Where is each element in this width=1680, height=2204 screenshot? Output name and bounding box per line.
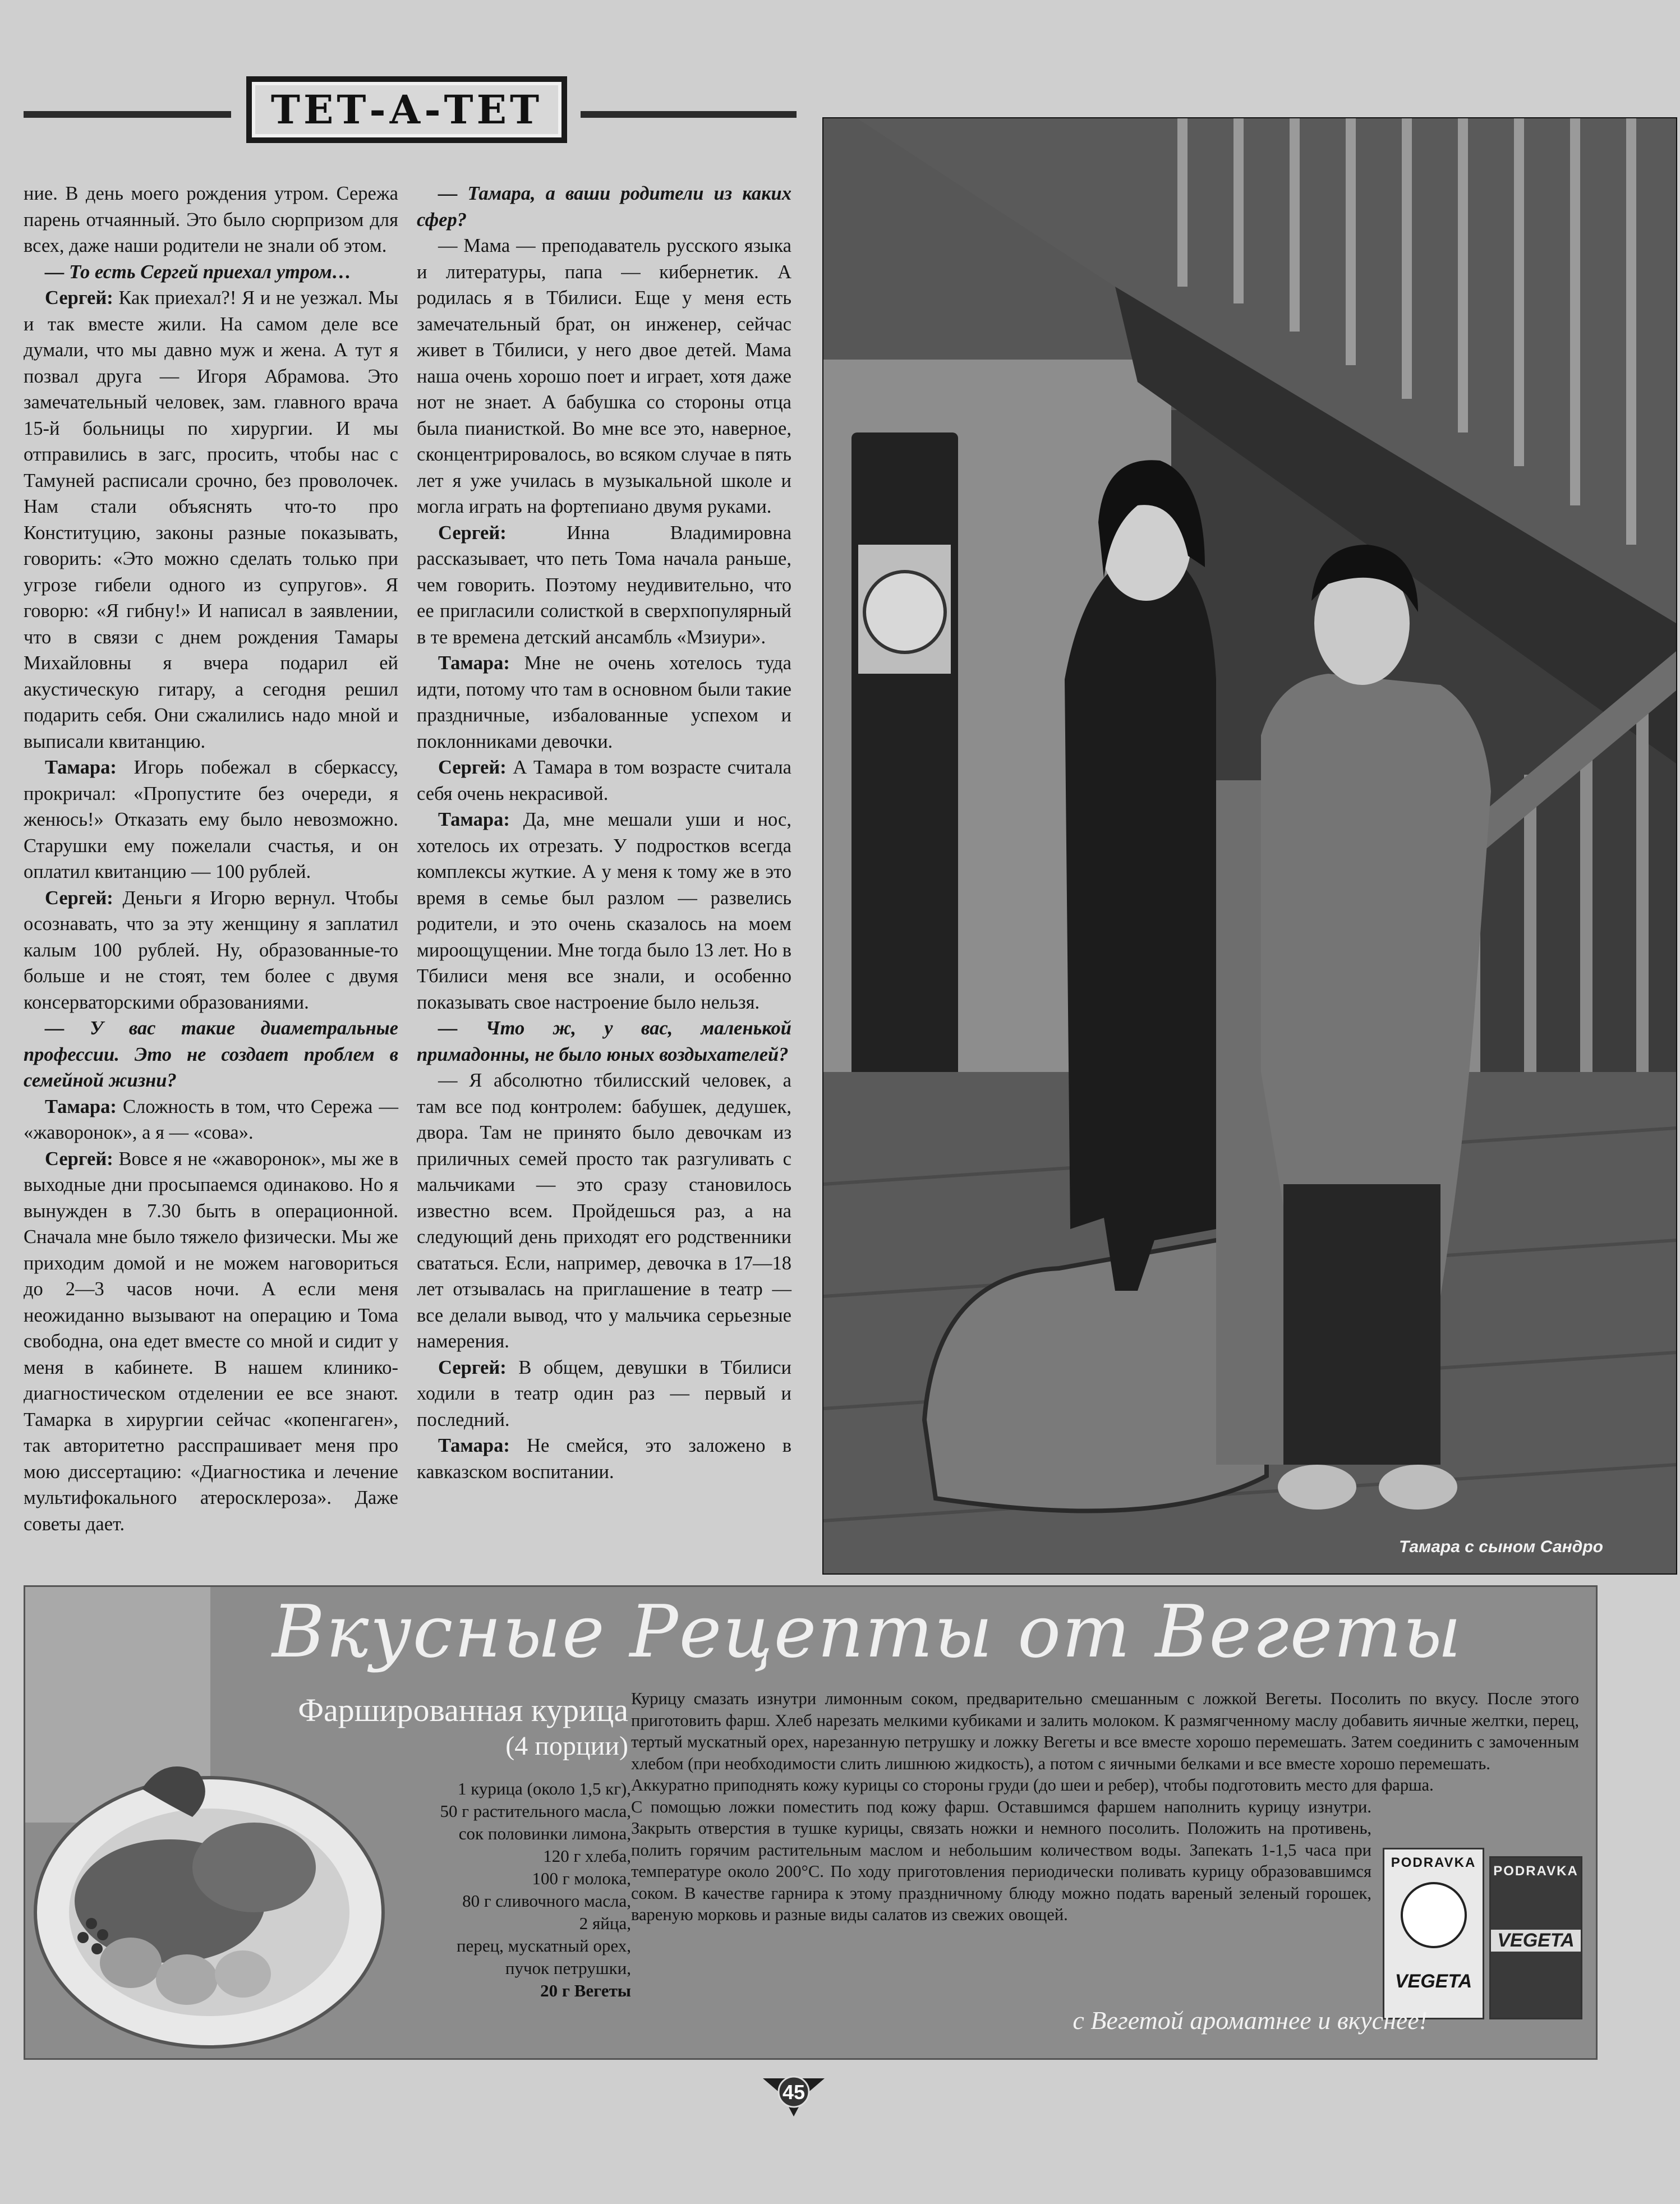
speaker-name: Тамара: bbox=[438, 1435, 510, 1456]
article-column-2 bbox=[417, 181, 791, 1485]
answer-text: А Тамара в том возрасте считала себя очень некрасивой. bbox=[417, 757, 791, 804]
ingredient-item: 120 г хлеба, bbox=[543, 1846, 631, 1866]
speaker-name: Сергей: bbox=[438, 522, 507, 544]
header-rule-left bbox=[24, 111, 231, 118]
answer-text: Игорь побежал в сберкассу, прокричал: «Пропустите без очереди, я женюсь!» Отказать ему было невозможно. Старушки ему пожелали счастья, и он оплатил квитанцию — 100 рублей. bbox=[24, 757, 398, 882]
pack-product: VEGETA bbox=[1394, 1971, 1472, 1992]
interview-answer bbox=[24, 1146, 398, 1538]
ingredient-item: 1 курица (около 1,5 кг), bbox=[457, 1779, 631, 1798]
ingredient-item: перец, мускатный орех, bbox=[456, 1936, 631, 1955]
interview-answer bbox=[417, 1355, 791, 1433]
instruction-paragraph: С помощью ложки поместить под кожу фарш. Оставшимся фаршем наполнить курицу изнутри. Закрыть отверстия в тушке курицы, связать ножки и немного посолить. Положить на противень, полить горячим растительным маслом и небольшим количеством воды. Запекать 1-1,5 часа при температуре около 200°С. По ходу приготовления периодически поливать курицу образовавшимся соком. В качестве гарнира к этому праздничному блюду можно подать вареный зеленый горошек, вареную морковь и разные виды салатов из свежих овощей. bbox=[631, 1797, 1371, 1924]
header-rule-right bbox=[581, 111, 797, 118]
article-paragraph: ние. В день моего рождения утром. Сережа парень отчаянный. Это было сюрпризом для всех, даже наши родители не знали об этом. bbox=[24, 183, 398, 256]
interview-question: — Что ж, у вас, маленькой примадонны, не было юных воздыхателей? bbox=[417, 1018, 791, 1065]
chef-logo-icon bbox=[1401, 1882, 1467, 1948]
ingredient-item: пучок петрушки, bbox=[505, 1958, 631, 1978]
speaker-name: Сергей: bbox=[45, 1148, 113, 1170]
answer-text: Мне не очень хотелось туда идти, потому что там в основном были такие праздничные, избалованные успехом и поклонниками девочки. bbox=[417, 652, 791, 752]
ingredient-item: 100 г молока, bbox=[532, 1869, 631, 1888]
ingredients-list bbox=[339, 1778, 631, 2002]
interview-answer bbox=[417, 650, 791, 754]
ad-slogan: с Вегетой ароматнее и вкуснее! bbox=[1073, 2006, 1428, 2035]
photo-caption: Тамара с сыном Сандро bbox=[1399, 1538, 1603, 1556]
instruction-paragraph: Аккуратно приподнять кожу курицы со стороны груди (до шеи и ребер), чтобы подготовить место для фарша. bbox=[631, 1775, 1434, 1795]
speaker-name: Сергей: bbox=[45, 287, 113, 309]
speaker-name: Тамара: bbox=[45, 1096, 117, 1117]
interview-answer bbox=[24, 1094, 398, 1146]
portions: (4 порции) bbox=[505, 1731, 628, 1761]
section-rubric bbox=[238, 67, 575, 151]
speaker-name: Сергей: bbox=[45, 887, 113, 909]
ingredient-item: 2 яйца, bbox=[579, 1913, 631, 1933]
interview-answer bbox=[417, 1433, 791, 1485]
vegeta-recipe-ad bbox=[24, 1585, 1598, 2060]
page-number: 45 bbox=[782, 2081, 806, 2104]
photo-illustration bbox=[823, 118, 1676, 1573]
speaker-name: Тамара: bbox=[438, 652, 510, 674]
pack-brand: PODRAVKA bbox=[1493, 1863, 1578, 1879]
ingredient-item: 20 г Вегеты bbox=[540, 1981, 631, 2000]
interview-answer bbox=[417, 520, 791, 651]
rubric-label: ТЕТ-А-ТЕТ bbox=[246, 76, 567, 143]
interview-answer bbox=[24, 285, 398, 754]
ingredient-item: 50 г растительного масла, bbox=[440, 1801, 631, 1821]
page-number-badge bbox=[763, 2073, 825, 2118]
dish-name: Фаршированная курица bbox=[298, 1692, 628, 1728]
speaker-name: Тамара: bbox=[45, 757, 117, 778]
speaker-name: Сергей: bbox=[438, 1356, 507, 1378]
answer-text: Как приехал?! Я и не уезжал. Мы и так вместе жили. На самом деле все думали, что мы давно муж и жена. А тут я позвал друга — Игоря Абрамова. Это замечательный человек, зам. главного врача 15-й больницы по хирургии. И мы отправились в загс, просить, чтобы нас с Тамуней расписали срочно, без проволочек. Нам стали объяснять что-то про Конституцию, законы разные показывать, говорить: «Это можно сделать только при угрозе гибели одного из супругов». Я говорю: «Я гибну!» И написал в заявлении, что в связи с днем рождения Тамары Михайловны я вчера подарил ей акустическую гитару, а сегодня решил подарить себя. Они сжалились надо мной и выписали квитанцию. bbox=[24, 287, 398, 752]
vegeta-pack-bag bbox=[1489, 1856, 1582, 2019]
ad-title: Вкусные Рецепты от Вегеты bbox=[272, 1590, 1463, 1674]
article-paragraph: — Мама — преподаватель русского языка и литературы, папа — кибернетик. А родилась я в Тбилиси. Еще у меня есть замечательный брат, он инженер, сейчас живет в Тбилиси, у него двое детей. Мама наша очень хорошо поет и играет, хотя даже нот не знает. А бабушка со стороны отца была пианисткой. Во мне все это, наверное, сконцентрировалось, во всяком случае в пять лет я уже училась в музыкальной школе и могла играть на фортепиано двумя руками. bbox=[417, 235, 791, 517]
vegeta-pack-front bbox=[1383, 1848, 1484, 2019]
interview-answer bbox=[24, 885, 398, 1016]
speaker-name: Сергей: bbox=[438, 757, 507, 778]
ingredient-item: сок половинки лимона, bbox=[458, 1824, 631, 1843]
interview-answer bbox=[417, 807, 791, 1015]
stuffed-chicken-plate-image bbox=[30, 1738, 389, 2053]
ingredient-item: 80 г сливочного масла, bbox=[462, 1891, 631, 1911]
interview-question: — То есть Сергей приехал утром… bbox=[45, 261, 352, 283]
interview-answer bbox=[24, 754, 398, 885]
article-column-1 bbox=[24, 181, 398, 1537]
speaker-name: Тамара: bbox=[438, 809, 510, 830]
answer-text: Инна Владимировна рассказывает, что петь Тома начала раньше, чем говорить. Поэтому неудивительно, что ее пригласили солисткой в сверхпопулярный в те времена детский ансамбль «Мзиури». bbox=[417, 522, 791, 648]
article-paragraph: — Я абсолютно тбилисский человек, а там все под контролем: бабушек, дедушек, двора. Там не принято было девочкам из приличных семей просто так разгуливать с мальчиками — это сразу становилось известно всем. Пройдешься раз, а на следующий день приходят его родственники свататься. Если, например, девочка в 17—18 лет отзывалась на приглашение в театр — все делали вывод, что у мальчика серьезные намерения. bbox=[417, 1070, 791, 1352]
interview-question: — У вас такие диаметральные профессии. Это не создает проблем в семейной жизни? bbox=[24, 1018, 398, 1091]
answer-text: Не смейся, это заложено в кавказском воспитании. bbox=[417, 1435, 791, 1483]
interview-answer bbox=[417, 754, 791, 807]
answer-text: Да, мне мешали уши и нос, хотелось их отрезать. У подростков всегда комплексы жуткие. А у меня к тому же в это время в семье был разлом — развелись родители, и это очень сказалось на моем мироощущении. Мне тогда было 13 лет. Но в Тбилиси меня все знали, и особенно показывать свое настроение было нельзя. bbox=[417, 809, 791, 1013]
interview-question: — Тамара, а ваши родители из каких сфер? bbox=[417, 183, 791, 231]
pack-brand: PODRAVKA bbox=[1391, 1855, 1476, 1870]
pack-product: VEGETA bbox=[1491, 1930, 1581, 1952]
photo-tamara-and-sandro bbox=[822, 117, 1677, 1575]
answer-text: Вовсе я не «жаворонок», мы же в выходные дни просыпаемся одинаково. Но я вынужден в 7.30 быть в операционной. Сначала мне было тяжело физически. Мы же приходим домой и не можем наговориться до 2—3 часов ночи. А если меня неожиданно вызывают на операцию и Тома свободна, она едет вместе со мной и сидит у меня в кабинете. В нашем клинико-диагностическом отделении ее все знают. Тамарка в хирургии сейчас «копенгаген», так авторитетно расспрашивает меня про мою диссертацию: «Диагностика и лечение мультифокального атеросклероза». Даже советы дает. bbox=[24, 1148, 398, 1535]
answer-text: Деньги я Игорю вернул. Чтобы осознавать, что за эту женщину я заплатил калым 100 рублей. Ну, образованные-то больше и не стоят, тем более с двумя консерваторскими образованиями. bbox=[24, 887, 398, 1013]
answer-text: В общем, девушки в Тбилиси ходили в театр один раз — первый и последний. bbox=[417, 1356, 791, 1430]
instruction-paragraph: Курицу смазать изнутри лимонным соком, предварительно смешанным с ложкой Вегеты. Посолить по вкусу. После этого приготовить фарш. Хлеб нарезать мелкими кубиками и залить молоком. К размягченному маслу добавить яичные желтки, перец, тертый мускатный орех, нарезанную петрушку и ложку Вегеты и все вместе хорошо перемешать. Затем соединить с замоченным хлебом (при необходимости слить лишнюю жидкость), а потом с яичными белками и все вместе хорошо перемешать. bbox=[631, 1689, 1579, 1773]
answer-text: Сложность в том, что Сережа — «жаворонок», а я — «сова». bbox=[24, 1096, 398, 1143]
